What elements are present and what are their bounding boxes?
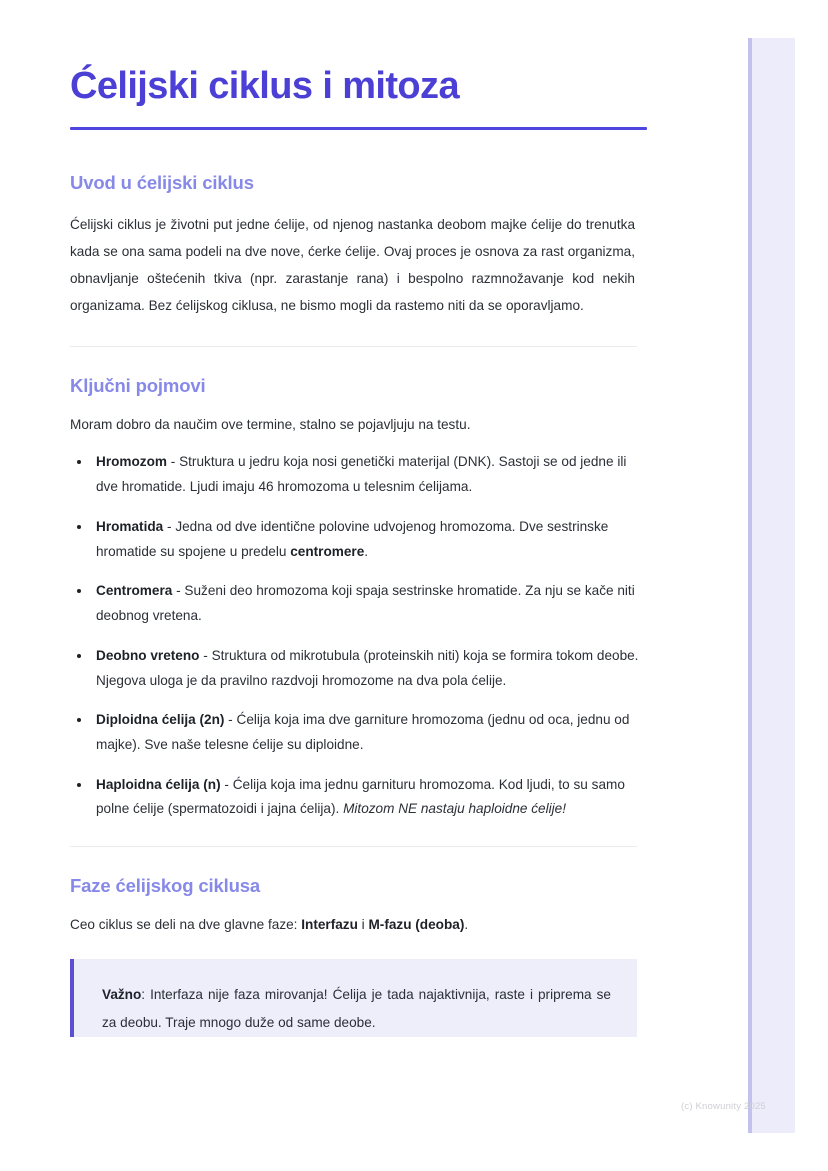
term-description: Ćelija koja ima jednu garnituru hromozoma. Kod ljudi, to su samo polne ćelije (spermatozoidi i jajna ćelija). [96, 776, 625, 817]
term-description: Jedna od dve identične polovine udvojenog hromozoma. Dve sestrinske hromatide su spojene u predelu [96, 518, 609, 559]
term-name: Haploidna ćelija (n) [96, 776, 221, 792]
term-name: Centromera [96, 583, 173, 599]
list-item [70, 708, 652, 757]
section-heading-phases: Faze ćelijskog ciklusa [70, 875, 261, 897]
term-dash: - [199, 647, 212, 663]
important-callout [70, 959, 637, 1037]
list-item [70, 644, 652, 693]
term-dash: - [167, 454, 180, 470]
term-dash: - [224, 712, 237, 728]
term-description-tail: . [364, 543, 369, 559]
term-name: Hromatida [96, 518, 164, 534]
phase-interfaza: Interfazu [301, 917, 358, 933]
term-name: Diploidna ćelija (2n) [96, 712, 225, 728]
list-item [70, 579, 652, 628]
bullet-icon [77, 718, 81, 722]
term-description: Struktura od mikrotubula (proteinskih niti) koja se formira tokom deobe. Njegova uloga je da pravilno razdvoji hromozome na dva pola ćelije. [96, 647, 639, 688]
phases-line-middle: i [357, 917, 369, 933]
term-dash: - [163, 518, 176, 534]
term-dash: - [172, 583, 185, 599]
callout-label: Važno [102, 986, 142, 1002]
bullet-icon [77, 783, 81, 787]
intro-paragraph: Ćelijski ciklus je životni put jedne ćelije, od njenog nastanka deobom majke ćelije do trenutka kada se ona sama podeli na dve nove, ćerke ćelije. Ovaj proces je osnova za rast organizma, obnavljanje oštećenih tkiva (npr. zarastanje rana) i bespolno razmnožavanje kod nekih organizama. Bez ćelijskog ciklusa, ne bismo mogli da rastemo niti da se oporavljamo. [70, 216, 635, 314]
term-name: Deobno vreteno [96, 647, 200, 663]
term-dash: - [220, 776, 233, 792]
bullet-icon [77, 460, 81, 464]
term-description-italic: Mitozom NE nastaju haploidne ćelije! [343, 801, 566, 817]
list-item [70, 450, 652, 499]
list-item [70, 515, 652, 564]
term-description-bold: centromere [290, 543, 365, 559]
key-terms-lead-text: Moram dobro da naučim ove termine, stalno se pojavljuju na testu. [70, 416, 471, 432]
section-heading-key-terms: Ključni pojmovi [70, 374, 206, 396]
phases-intro-line [70, 897, 637, 937]
callout-body: : Interfaza nije faza mirovanja! Ćelija je tada najaktivnija, raste i priprema se za deobu. Traje mnogo duže od same deobe. [102, 986, 611, 1030]
phases-line-prefix: Ceo ciklus se deli na dve glavne faze: [70, 917, 302, 933]
bullet-icon [77, 589, 81, 593]
section-heading-intro: Uvod u ćelijski ciklus [70, 171, 254, 193]
term-description: Suženi deo hromozoma koji spaja sestrinske hromatide. Za nju se kače niti deobnog vretena. [96, 583, 635, 624]
list-item [70, 773, 652, 822]
bullet-icon [77, 654, 81, 658]
key-terms-list [70, 436, 637, 822]
bullet-icon [77, 525, 81, 529]
page-title: Ćelijski ciklus i mitoza [70, 65, 459, 107]
watermark: (c) Knowunity 2025 [681, 1101, 766, 1112]
phases-line-suffix: . [464, 917, 469, 933]
term-name: Hromozom [96, 454, 167, 470]
phase-m-faza: M-fazu (deoba) [368, 917, 465, 933]
term-description: Ćelija koja ima dve garniture hromozoma (jednu od oca, jednu od majke). Sve naše telesne ćelije su diploidne. [96, 712, 630, 752]
callout-text [102, 981, 611, 1037]
document-content-column [70, 0, 637, 1037]
term-description: Struktura u jedru koja nosi genetički materijal (DNK). Sastoji se od jedne ili dve hromatide. Ljudi imaju 46 hromozoma u telesnim ćelijama. [96, 454, 627, 495]
